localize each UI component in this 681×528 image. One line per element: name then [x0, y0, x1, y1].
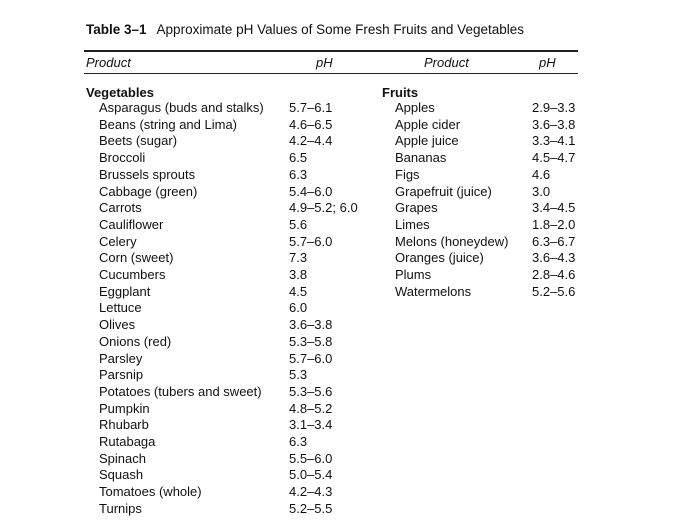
- product-name: Pumpkin: [99, 400, 150, 416]
- ph-value: 4.5: [289, 283, 308, 299]
- ph-value: 4.8–5.2: [289, 400, 333, 416]
- product-name: Cucumbers: [99, 267, 166, 282]
- product-name: Cabbage (green): [99, 183, 198, 199]
- ph-value: 1.8–2.0: [532, 216, 576, 232]
- ph-value: 5.7–6.0: [289, 233, 333, 249]
- product-name: Parsnip: [99, 367, 144, 383]
- ph-value: 6.3: [289, 434, 308, 449]
- product-name: Spinach: [99, 450, 146, 466]
- ph-value: 7.3: [289, 250, 308, 266]
- ph-value: 6.3–6.7: [532, 233, 576, 249]
- product-name: Figs: [395, 166, 420, 182]
- fruits-section-title: Fruits: [382, 85, 419, 100]
- product-name: Tomatoes (whole): [99, 484, 202, 500]
- product-name: Grapefruit (juice): [395, 183, 492, 199]
- product-name: Apple cider: [395, 116, 461, 132]
- product-name: Onions (red): [99, 333, 172, 349]
- ph-value: 4.6–6.5: [289, 116, 333, 132]
- product-name: Potatoes (tubers and sweet): [99, 383, 262, 399]
- ph-value: 3.8: [289, 267, 308, 282]
- product-name: Beans (string and Lima): [99, 116, 238, 132]
- ph-value: 5.3: [289, 367, 308, 383]
- ph-value: 3.6–4.3: [532, 250, 576, 266]
- ph-value: 5.7–6.0: [289, 350, 333, 366]
- header-product-right: Product: [424, 55, 469, 70]
- product-name: Grapes: [395, 200, 438, 216]
- product-name: Brussels sprouts: [99, 166, 196, 182]
- product-name: Corn (sweet): [99, 250, 174, 266]
- ph-value: 2.9–3.3: [532, 100, 576, 115]
- ph-value: 3.4–4.5: [532, 200, 576, 216]
- product-name: Lettuce: [99, 300, 142, 316]
- ph-value: 4.2–4.4: [289, 133, 333, 149]
- product-name: Apples: [395, 100, 435, 115]
- product-name: Parsley: [99, 350, 143, 366]
- ph-value: 4.2–4.3: [289, 484, 333, 500]
- ph-value: 5.2–5.5: [289, 500, 333, 516]
- header-ph-left: pH: [316, 55, 333, 70]
- product-name: Celery: [99, 233, 137, 249]
- ph-value: 4.6: [532, 166, 551, 182]
- ph-value: 4.9–5.2; 6.0: [289, 200, 358, 216]
- ph-value: 5.6: [289, 216, 308, 232]
- product-name: Broccoli: [99, 150, 146, 166]
- ph-value: 2.8–4.6: [532, 267, 576, 282]
- ph-value: 3.3–4.1: [532, 133, 576, 149]
- ph-value: 5.0–5.4: [289, 467, 333, 483]
- product-name: Carrots: [99, 200, 142, 216]
- product-name: Olives: [99, 317, 136, 333]
- ph-value: 5.4–6.0: [289, 183, 333, 199]
- ph-value: 3.0: [532, 183, 551, 199]
- product-name: Asparagus (buds and stalks): [99, 100, 264, 115]
- product-name: Rhubarb: [99, 417, 149, 433]
- product-name: Squash: [99, 467, 144, 483]
- ph-value: 3.6–3.8: [532, 116, 576, 132]
- product-name: Eggplant: [99, 283, 151, 299]
- header-product-left: Product: [86, 55, 131, 70]
- product-name: Watermelons: [395, 283, 472, 299]
- product-name: Plums: [395, 267, 432, 282]
- product-name: Oranges (juice): [395, 250, 484, 266]
- ph-value: 4.5–4.7: [532, 150, 576, 166]
- product-name: Rutabaga: [99, 434, 156, 449]
- product-name: Bananas: [395, 150, 447, 166]
- ph-value: 5.3–5.8: [289, 333, 333, 349]
- ph-value: 6.0: [289, 300, 308, 316]
- ph-value: 5.2–5.6: [532, 283, 576, 299]
- ph-value: 6.3: [289, 166, 308, 182]
- table-number: Table 3–1: [86, 22, 147, 37]
- product-name: Beets (sugar): [99, 133, 178, 149]
- table-title: Approximate pH Values of Some Fresh Fruits and Vegetables: [156, 22, 524, 37]
- ph-value: 5.5–6.0: [289, 450, 333, 466]
- product-name: Limes: [395, 216, 430, 232]
- ph-value: 6.5: [289, 150, 308, 166]
- ph-value: 5.7–6.1: [289, 100, 333, 115]
- product-name: Apple juice: [395, 133, 459, 149]
- header-rule: [84, 73, 578, 74]
- product-name: Turnips: [99, 500, 142, 516]
- vegetables-section-title: Vegetables: [86, 85, 154, 100]
- header-ph-right: pH: [539, 55, 556, 70]
- product-name: Cauliflower: [99, 216, 164, 232]
- top-rule: [84, 50, 578, 52]
- ph-value: 3.1–3.4: [289, 417, 333, 433]
- ph-value: 5.3–5.6: [289, 383, 333, 399]
- product-name: Melons (honeydew): [395, 233, 509, 249]
- ph-value: 3.6–3.8: [289, 317, 333, 333]
- table-caption: [86, 22, 524, 37]
